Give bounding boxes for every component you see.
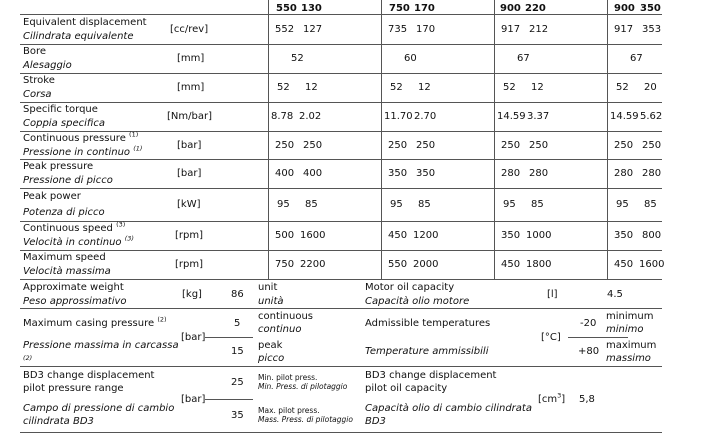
cell-value: 52 [503, 82, 516, 93]
casing-label-it: Pressione massima in carcassa [23, 340, 179, 351]
casing-label-en: Maximum casing pressure $^{(2)}$ [23, 315, 167, 329]
temp-min-value: -20 [580, 318, 597, 329]
temp-max-label-it: massimo [606, 353, 651, 364]
cell-value: 12 [305, 82, 318, 93]
temp-label-it: Temperature ammissibili [365, 346, 489, 357]
row-label-en: Peak power [23, 191, 81, 202]
cell-value: 280 [614, 168, 634, 179]
row-unit: [bar] [177, 140, 202, 151]
cell-value: 85 [418, 199, 431, 210]
weight-label-it: Peso approssimativo [23, 296, 127, 307]
cell-value: 52 [390, 82, 403, 93]
footnote-mark: (2) [157, 315, 167, 324]
oil-label-en: Motor oil capacity [365, 282, 455, 293]
bd3-oil-label-it-1: Capacità olio di cambio cilindrata [365, 403, 532, 414]
cell-value: 8.78 [271, 111, 294, 122]
cell-value: 85 [305, 199, 318, 210]
weight-unit-label-en: unit [258, 282, 278, 293]
cell-value: 353 [642, 24, 662, 35]
cell-value: 400 [303, 168, 323, 179]
cell-value: 1800 [526, 259, 552, 270]
cell-value: 917 [614, 24, 634, 35]
temp-min-label-en: minimum [606, 311, 654, 322]
grid-line [568, 337, 628, 338]
weight-label-en: Approximate weight [23, 282, 124, 293]
grid-line [268, 0, 269, 279]
cell-value: 14.59 [497, 111, 526, 122]
footnote-mark: (2) [23, 354, 33, 362]
cell-value: 12 [418, 82, 431, 93]
row-label-it: Coppia specifica [23, 118, 105, 129]
row-unit: [cc/rev] [170, 24, 209, 35]
row-label-it: Pressione in continuo $^{(1)}$ [23, 144, 143, 158]
row-label-it: Cilindrata equivalente [23, 31, 134, 42]
footnote-mark: (1) [129, 130, 139, 139]
cell-value: 3.37 [527, 111, 550, 122]
cell-value: 67 [630, 53, 643, 64]
row-label-it: Alesaggio [23, 60, 72, 71]
temp-label-en: Admissible temperatures [365, 318, 491, 329]
footnote-mark: (1) [133, 144, 143, 153]
bd3-pressure-label-en-2: pilot pressure range [23, 383, 124, 394]
row-unit: [rpm] [175, 230, 204, 241]
row-label-en: Specific torque [23, 104, 98, 115]
cell-value: 2200 [300, 259, 326, 270]
bd3-pressure-label-en-1: BD3 change displacement [23, 370, 155, 381]
cell-value: 52 [616, 82, 629, 93]
temp-unit: [°C] [541, 332, 561, 343]
row-unit: [bar] [177, 168, 202, 179]
grid-line [20, 131, 662, 132]
grid-line [20, 44, 662, 45]
bd3-oil-unit: $[cm^3]$ [538, 391, 566, 405]
cell-value: 12 [531, 82, 544, 93]
temp-max-value: +80 [578, 346, 600, 357]
cell-value: 95 [277, 199, 290, 210]
row-unit: [Nm/bar] [167, 111, 212, 122]
grid-line [20, 308, 662, 309]
row-unit: [mm] [177, 82, 205, 93]
cell-value: 2.70 [414, 111, 437, 122]
footnote-mark: (3) [124, 234, 134, 243]
model-900-350-a: 900 [614, 3, 635, 14]
bd3-oil-label-it-2: BD3 [365, 416, 386, 427]
cell-value: 800 [642, 230, 662, 241]
model-750-a: 750 [389, 3, 410, 14]
row-label-it: Potenza di picco [23, 207, 105, 218]
cell-value: 250 [303, 140, 323, 151]
grid-line [20, 14, 662, 15]
footnote-mark: (3) [116, 220, 126, 229]
cell-value: 500 [275, 230, 295, 241]
cell-value: 400 [275, 168, 295, 179]
oil-value: 4.5 [607, 289, 623, 300]
cell-value: 280 [501, 168, 521, 179]
cell-value: 2.02 [299, 111, 322, 122]
cell-value: 250 [642, 140, 662, 151]
row-label-it: Pressione di picco [23, 175, 113, 186]
model-900-350-b: 350 [640, 3, 661, 14]
grid-line [20, 159, 662, 160]
grid-line [607, 0, 608, 279]
cell-value: 250 [416, 140, 436, 151]
weight-unit-label-it: unità [258, 296, 284, 307]
row-label-en: Bore [23, 46, 47, 57]
bd3-min-label-en: Min. pilot press. [258, 373, 318, 382]
cell-value: 450 [388, 230, 408, 241]
row-label-en: Stroke [23, 75, 55, 86]
cell-value: 350 [416, 168, 436, 179]
grid-line [20, 250, 662, 251]
row-label-en: Continuous pressure $^{(1)}$ [23, 130, 139, 144]
cell-value: 250 [614, 140, 634, 151]
bd3-max-label-en: Max. pilot press. [258, 406, 320, 415]
row-unit: [mm] [177, 53, 205, 64]
cell-value: 95 [503, 199, 516, 210]
cell-value: 250 [388, 140, 408, 151]
cell-value: 11.70 [384, 111, 413, 122]
temp-max-label-en: maximum [606, 340, 657, 351]
grid-line [20, 102, 662, 103]
cell-value: 280 [529, 168, 549, 179]
grid-line [20, 73, 662, 74]
model-550-b: 130 [301, 3, 322, 14]
cell-value: 552 [275, 24, 295, 35]
cell-value: 1000 [526, 230, 552, 241]
row-unit: [rpm] [175, 259, 204, 270]
cell-value: 52 [291, 53, 304, 64]
cell-value: 85 [644, 199, 657, 210]
grid-line [205, 399, 253, 400]
cell-value: 127 [303, 24, 323, 35]
row-label-en: Peak pressure [23, 161, 94, 172]
bd3-min-label-it: Min. Press. di pilotaggio [258, 382, 348, 391]
cell-value: 350 [501, 230, 521, 241]
row-label-en: Continuous speed $^{(3)}$ [23, 220, 126, 234]
cell-value: 250 [529, 140, 549, 151]
cell-value: 2000 [413, 259, 439, 270]
cell-value: 5.62 [640, 111, 663, 122]
cell-value: 350 [614, 230, 634, 241]
temp-min-label-it: minimo [606, 324, 644, 335]
grid-line [20, 188, 662, 189]
casing-continuous-label-en: continuous [258, 311, 313, 322]
cell-value: 550 [388, 259, 408, 270]
model-750-b: 170 [414, 3, 435, 14]
cell-value: 85 [531, 199, 544, 210]
casing-continuous-label-it: continuo [258, 324, 302, 335]
oil-label-it: Capacità olio motore [365, 296, 470, 307]
grid-line [205, 337, 253, 338]
bd3-pressure-unit: [bar] [181, 394, 206, 405]
grid-line [20, 432, 662, 433]
cell-value: 20 [644, 82, 657, 93]
casing-peak-label-en: peak [258, 340, 283, 351]
cell-value: 14.59 [610, 111, 639, 122]
oil-unit: [l] [547, 289, 558, 300]
casing-continuous-value: 5 [234, 318, 241, 329]
row-label-it: Velocità in continuo $^{(3)}$ [23, 234, 134, 248]
cell-value: 450 [614, 259, 634, 270]
cell-value: 735 [388, 24, 408, 35]
cell-value: 280 [642, 168, 662, 179]
cell-value: 350 [388, 168, 408, 179]
cell-value: 212 [529, 24, 549, 35]
weight-unit: [kg] [182, 289, 202, 300]
weight-value: 86 [231, 289, 244, 300]
cell-value: 917 [501, 24, 521, 35]
casing-peak-label-it: picco [258, 353, 285, 364]
bd3-min-value: 25 [231, 377, 244, 388]
cell-value: 60 [404, 53, 417, 64]
cell-value: 1600 [300, 230, 326, 241]
bd3-pressure-label-it-1: Campo di pressione di cambio [23, 403, 175, 414]
cell-value: 170 [416, 24, 436, 35]
cell-value: 67 [517, 53, 530, 64]
model-900-220-b: 220 [525, 3, 546, 14]
bd3-max-label-it: Mass. Press. di pilotaggio [258, 415, 353, 424]
cell-value: 450 [501, 259, 521, 270]
cell-value: 250 [501, 140, 521, 151]
cell-value: 250 [275, 140, 295, 151]
grid-line [20, 366, 662, 367]
cell-value: 750 [275, 259, 295, 270]
cell-value: 95 [616, 199, 629, 210]
row-label-it: Corsa [23, 89, 52, 100]
cell-value: 1600 [639, 259, 665, 270]
cell-value: 52 [277, 82, 290, 93]
row-unit: [kW] [177, 199, 201, 210]
casing-peak-value: 15 [231, 346, 244, 357]
row-label-it: Velocità massima [23, 266, 111, 277]
grid-line [381, 0, 382, 279]
bd3-oil-label-en-1: BD3 change displacement [365, 370, 497, 381]
casing-unit: [bar] [181, 332, 206, 343]
grid-line [20, 279, 662, 280]
cell-value: 95 [390, 199, 403, 210]
bd3-max-value: 35 [231, 410, 244, 421]
bd3-oil-value: 5,8 [579, 394, 595, 405]
row-label-en: Maximum speed [23, 252, 106, 263]
model-550-a: 550 [276, 3, 297, 14]
bd3-oil-label-en-2: pilot oil capacity [365, 383, 448, 394]
model-900-220-a: 900 [500, 3, 521, 14]
cell-value: 1200 [413, 230, 439, 241]
bd3-pressure-label-it-2: cilindrata BD3 [23, 416, 94, 427]
grid-line [494, 0, 495, 279]
row-label-en: Equivalent displacement [23, 17, 147, 28]
